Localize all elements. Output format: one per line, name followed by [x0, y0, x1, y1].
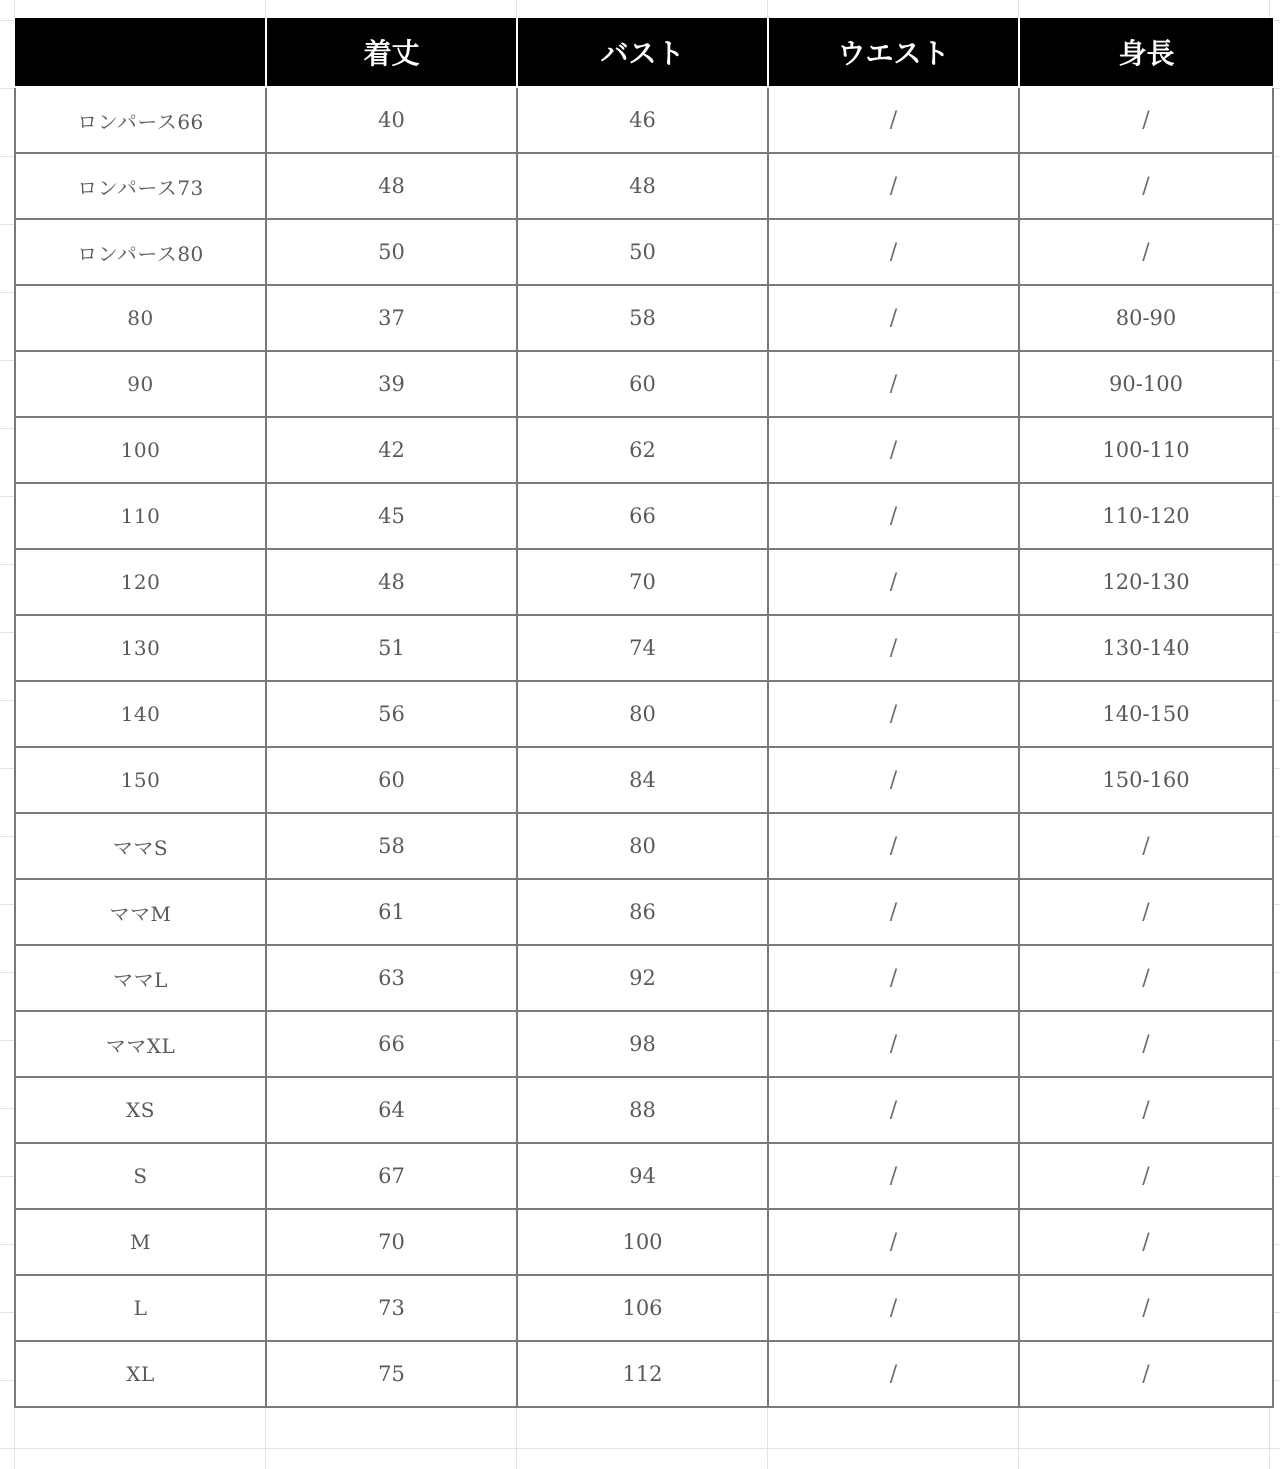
cell-bust: 98: [517, 1011, 768, 1077]
cell-height: /: [1019, 219, 1273, 285]
cell-length: 73: [266, 1275, 517, 1341]
cell-size: 140: [15, 681, 266, 747]
cell-length: 37: [266, 285, 517, 351]
cell-bust: 62: [517, 417, 768, 483]
cell-size: 90: [15, 351, 266, 417]
cell-size: M: [15, 1209, 266, 1275]
cell-length: 64: [266, 1077, 517, 1143]
cell-size: XL: [15, 1341, 266, 1407]
cell-waist: /: [768, 153, 1019, 219]
cell-bust: 70: [517, 549, 768, 615]
cell-size: ロンパース73: [15, 153, 266, 219]
table-row: [15, 1077, 1273, 1143]
table-row: [15, 879, 1273, 945]
cell-length: 70: [266, 1209, 517, 1275]
cell-waist: /: [768, 285, 1019, 351]
header-row: [15, 18, 1273, 87]
table-row: [15, 1275, 1273, 1341]
table-row: [15, 417, 1273, 483]
cell-height: 90-100: [1019, 351, 1273, 417]
cell-length: 63: [266, 945, 517, 1011]
cell-bust: 80: [517, 681, 768, 747]
cell-waist: /: [768, 681, 1019, 747]
cell-height: /: [1019, 87, 1273, 153]
table-row: [15, 1143, 1273, 1209]
cell-size: 80: [15, 285, 266, 351]
cell-size: L: [15, 1275, 266, 1341]
cell-height: /: [1019, 1341, 1273, 1407]
header-length: 着丈: [266, 18, 517, 87]
cell-size: ママL: [15, 945, 266, 1011]
cell-length: 39: [266, 351, 517, 417]
cell-height: 130-140: [1019, 615, 1273, 681]
cell-size: ロンパース66: [15, 87, 266, 153]
cell-bust: 80: [517, 813, 768, 879]
cell-bust: 60: [517, 351, 768, 417]
cell-bust: 112: [517, 1341, 768, 1407]
cell-waist: /: [768, 1341, 1019, 1407]
cell-height: /: [1019, 1011, 1273, 1077]
cell-waist: /: [768, 747, 1019, 813]
cell-bust: 84: [517, 747, 768, 813]
header-waist: ウエスト: [768, 18, 1019, 87]
cell-height: 120-130: [1019, 549, 1273, 615]
table-row: [15, 615, 1273, 681]
cell-length: 56: [266, 681, 517, 747]
cell-size: 110: [15, 483, 266, 549]
cell-size: XS: [15, 1077, 266, 1143]
cell-bust: 86: [517, 879, 768, 945]
cell-bust: 92: [517, 945, 768, 1011]
cell-height: /: [1019, 945, 1273, 1011]
cell-waist: /: [768, 351, 1019, 417]
cell-length: 40: [266, 87, 517, 153]
cell-height: /: [1019, 813, 1273, 879]
table-row: [15, 1011, 1273, 1077]
cell-size: ママS: [15, 813, 266, 879]
cell-waist: /: [768, 549, 1019, 615]
cell-bust: 88: [517, 1077, 768, 1143]
cell-size: 150: [15, 747, 266, 813]
cell-length: 61: [266, 879, 517, 945]
cell-size: ママM: [15, 879, 266, 945]
cell-waist: /: [768, 1011, 1019, 1077]
table-row: [15, 285, 1273, 351]
cell-height: /: [1019, 1143, 1273, 1209]
table-row: [15, 219, 1273, 285]
cell-length: 60: [266, 747, 517, 813]
cell-length: 48: [266, 153, 517, 219]
cell-waist: /: [768, 615, 1019, 681]
cell-length: 66: [266, 1011, 517, 1077]
cell-height: 80-90: [1019, 285, 1273, 351]
cell-bust: 106: [517, 1275, 768, 1341]
cell-bust: 66: [517, 483, 768, 549]
cell-length: 75: [266, 1341, 517, 1407]
cell-length: 51: [266, 615, 517, 681]
header-bust: バスト: [517, 18, 768, 87]
cell-waist: /: [768, 1077, 1019, 1143]
table-row: [15, 681, 1273, 747]
cell-size: S: [15, 1143, 266, 1209]
table-row: [15, 813, 1273, 879]
cell-waist: /: [768, 1275, 1019, 1341]
cell-bust: 94: [517, 1143, 768, 1209]
cell-bust: 100: [517, 1209, 768, 1275]
header-height: 身長: [1019, 18, 1273, 87]
cell-length: 67: [266, 1143, 517, 1209]
cell-bust: 46: [517, 87, 768, 153]
table-row: [15, 945, 1273, 1011]
cell-height: /: [1019, 1077, 1273, 1143]
cell-waist: /: [768, 483, 1019, 549]
cell-size: ロンパース80: [15, 219, 266, 285]
cell-length: 45: [266, 483, 517, 549]
cell-height: 140-150: [1019, 681, 1273, 747]
cell-waist: /: [768, 87, 1019, 153]
cell-height: 150-160: [1019, 747, 1273, 813]
cell-height: 110-120: [1019, 483, 1273, 549]
cell-waist: /: [768, 1143, 1019, 1209]
cell-height: /: [1019, 879, 1273, 945]
cell-length: 50: [266, 219, 517, 285]
table-body: [15, 87, 1273, 1407]
cell-waist: /: [768, 879, 1019, 945]
cell-waist: /: [768, 1209, 1019, 1275]
cell-height: 100-110: [1019, 417, 1273, 483]
cell-height: /: [1019, 153, 1273, 219]
cell-waist: /: [768, 219, 1019, 285]
size-chart-table: [14, 18, 1274, 1408]
cell-size: 100: [15, 417, 266, 483]
table-row: [15, 87, 1273, 153]
cell-length: 58: [266, 813, 517, 879]
cell-size: 130: [15, 615, 266, 681]
cell-height: /: [1019, 1275, 1273, 1341]
cell-waist: /: [768, 417, 1019, 483]
cell-waist: /: [768, 945, 1019, 1011]
cell-bust: 58: [517, 285, 768, 351]
cell-waist: /: [768, 813, 1019, 879]
table-row: [15, 153, 1273, 219]
table-header: [15, 18, 1273, 87]
cell-length: 48: [266, 549, 517, 615]
cell-height: /: [1019, 1209, 1273, 1275]
cell-bust: 74: [517, 615, 768, 681]
cell-length: 42: [266, 417, 517, 483]
table-row: [15, 747, 1273, 813]
size-chart-sheet: [14, 18, 1274, 1408]
cell-size: 120: [15, 549, 266, 615]
table-row: [15, 1341, 1273, 1407]
table-row: [15, 1209, 1273, 1275]
cell-bust: 48: [517, 153, 768, 219]
table-row: [15, 549, 1273, 615]
header-size: [15, 18, 266, 87]
table-row: [15, 483, 1273, 549]
cell-size: ママXL: [15, 1011, 266, 1077]
cell-bust: 50: [517, 219, 768, 285]
table-row: [15, 351, 1273, 417]
